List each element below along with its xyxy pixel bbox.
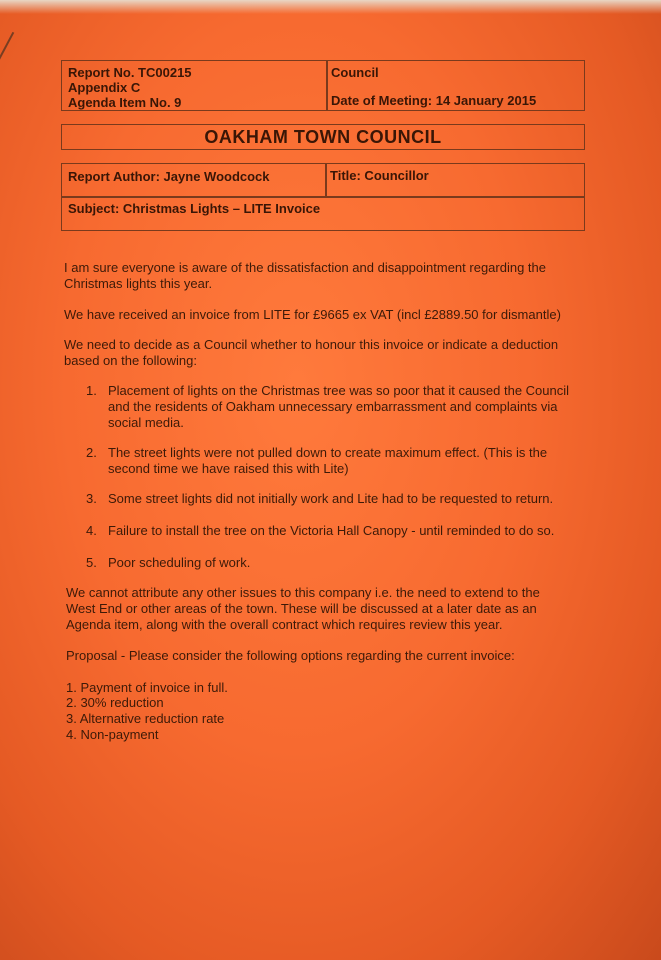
option-item: 1. Payment of invoice in full. bbox=[66, 680, 228, 695]
list-item bbox=[86, 523, 586, 541]
paragraph-line: We cannot attribute any other issues to this company i.e. the need to extend to the bbox=[66, 585, 540, 600]
list-number: 1. bbox=[86, 383, 97, 398]
pen-mark bbox=[0, 32, 14, 68]
appendix-label: Appendix C bbox=[68, 80, 141, 95]
decision-paragraph bbox=[64, 337, 558, 369]
other-issues-paragraph bbox=[66, 585, 540, 633]
paragraph-line: Agenda item, along with the overall contract which requires review this year. bbox=[66, 617, 503, 632]
paragraph-line: Christmas lights this year. bbox=[64, 276, 213, 291]
paragraph-line: West End or other areas of the town. These will be discussed at a later date as an bbox=[66, 601, 537, 616]
meeting-date: Date of Meeting: 14 January 2015 bbox=[331, 93, 537, 108]
invoice-paragraph: We have received an invoice from LITE for £9665 ex VAT (incl £2889.50 for dismantle) bbox=[64, 307, 561, 322]
list-item bbox=[86, 555, 586, 573]
meeting-body: Council bbox=[331, 65, 379, 80]
option-item: 3. Alternative reduction rate bbox=[66, 711, 225, 726]
list-line: social media. bbox=[108, 415, 184, 430]
list-line: second time we have raised this with Lite) bbox=[108, 461, 349, 476]
option-item: 2. 30% reduction bbox=[66, 695, 164, 710]
report-number: Report No. TC00215 bbox=[68, 65, 192, 80]
list-number: 4. bbox=[86, 523, 97, 538]
list-number: 2. bbox=[86, 445, 97, 460]
report-details-table bbox=[61, 163, 585, 231]
list-line: The street lights were not pulled down to create maximum effect. (This is the bbox=[108, 445, 548, 460]
option-item: 4. Non-payment bbox=[66, 727, 159, 742]
list-line: Poor scheduling of work. bbox=[108, 555, 251, 570]
author-title: Title: Councillor bbox=[330, 168, 429, 183]
list-item bbox=[86, 491, 586, 509]
intro-paragraph bbox=[64, 260, 546, 292]
list-number: 3. bbox=[86, 491, 97, 506]
report-header-table bbox=[61, 60, 585, 111]
council-title: OAKHAM TOWN COUNCIL bbox=[204, 127, 442, 147]
list-line: and the residents of Oakham unnecessary embarrassment and complaints via bbox=[108, 399, 558, 414]
list-item bbox=[86, 445, 586, 479]
table-row-divider bbox=[62, 196, 584, 198]
list-line: Some street lights did not initially work and Lite had to be requested to return. bbox=[108, 491, 554, 506]
list-item bbox=[86, 383, 586, 433]
proposal-paragraph: Proposal - Please consider the following options regarding the current invoice: bbox=[66, 648, 515, 663]
list-line: Failure to install the tree on the Victoria Hall Canopy - until reminded to do so. bbox=[108, 523, 555, 538]
council-title-box bbox=[61, 124, 585, 150]
paragraph-line: I am sure everyone is aware of the dissatisfaction and disappointment regarding the bbox=[64, 260, 546, 275]
list-number: 5. bbox=[86, 555, 97, 570]
report-subject: Subject: Christmas Lights – LITE Invoice bbox=[68, 201, 321, 216]
page-top-edge bbox=[0, 0, 661, 14]
table-divider bbox=[326, 61, 328, 110]
table-divider bbox=[325, 164, 327, 197]
agenda-item: Agenda Item No. 9 bbox=[68, 95, 182, 110]
paragraph-line: We need to decide as a Council whether to honour this invoice or indicate a deduction bbox=[64, 337, 559, 352]
list-line: Placement of lights on the Christmas tree was so poor that it caused the Council bbox=[108, 383, 570, 398]
paragraph-line: based on the following: bbox=[64, 353, 197, 368]
report-author: Report Author: Jayne Woodcock bbox=[68, 169, 270, 184]
